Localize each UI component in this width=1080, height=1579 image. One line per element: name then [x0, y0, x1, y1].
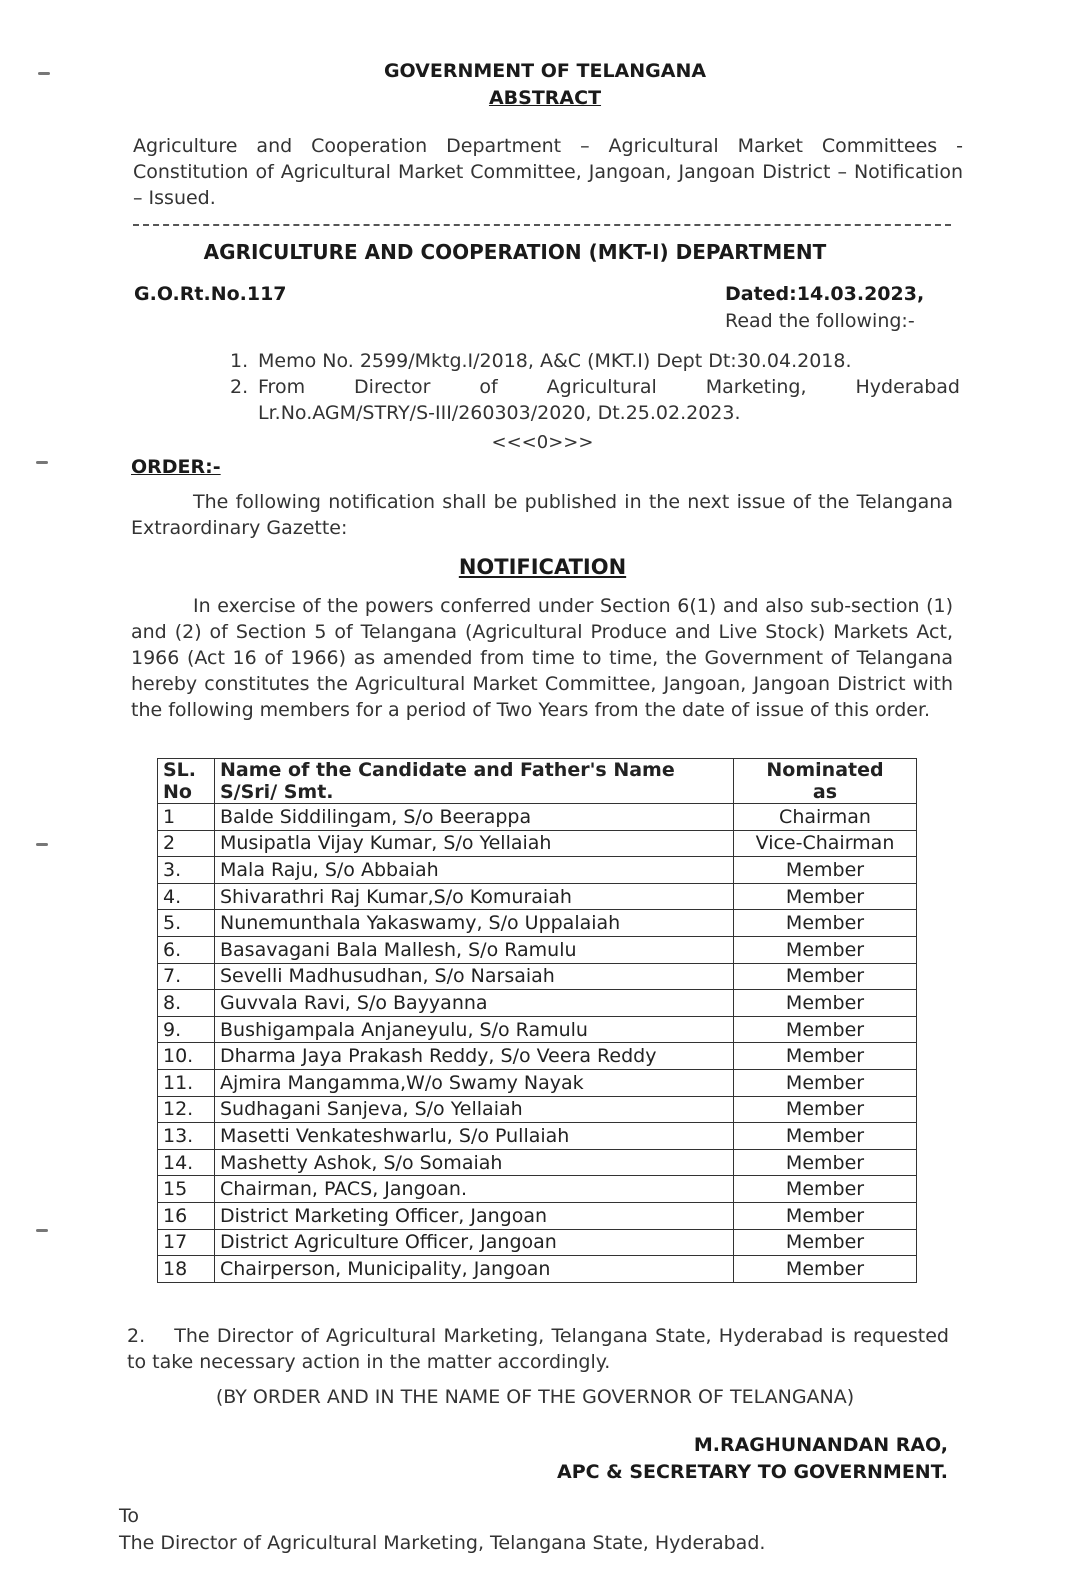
reference-item: 1. Memo No. 2599/Mktg.I/2018, A&C (MKT.I) Dept Dt:30.04.2018.: [230, 350, 852, 372]
go-number: G.O.Rt.No.117: [134, 283, 287, 305]
notification-text: In exercise of the powers conferred under Section 6(1) and also sub-section (1) and (2) of Section 5 of Telangana (Agricultural Produce and Live Stock) Markets Act, 1966 (Act 16 of 1966) as amended from time to time, the Government of Telangana hereby constitutes the Agricultural Market Committee, Jangoan, Jangoan District with the following members for a period of Two Years from the date of issue of this order.: [131, 595, 953, 721]
name-cell: Mashetty Ashok, S/o Somaiah: [215, 1149, 734, 1176]
order-date: Dated:14.03.2023,: [725, 283, 925, 305]
name-cell: District Agriculture Officer, Jangoan: [215, 1229, 734, 1256]
sl-cell: 1: [158, 804, 215, 831]
nominated-cell: Member: [734, 1149, 917, 1176]
nominated-cell: Member: [734, 1256, 917, 1283]
name-cell: Dharma Jaya Prakash Reddy, S/o Veera Reddy: [215, 1043, 734, 1070]
nominated-cell: Member: [734, 936, 917, 963]
name-cell: Musipatla Vijay Kumar, S/o Yellaiah: [215, 830, 734, 857]
table-header-row: [158, 759, 917, 804]
table-row: [158, 1069, 917, 1096]
table-row: [158, 1256, 917, 1283]
sl-cell: 12.: [158, 1096, 215, 1123]
recipient: The Director of Agricultural Marketing, Telangana State, Hyderabad.: [119, 1532, 766, 1554]
table-row: [158, 990, 917, 1017]
sl-cell: 8.: [158, 990, 215, 1017]
sl-cell: 9.: [158, 1016, 215, 1043]
table-row: [158, 936, 917, 963]
name-cell: Chairman, PACS, Jangoan.: [215, 1176, 734, 1203]
signature-block: [500, 1432, 948, 1486]
sl-cell: 17: [158, 1229, 215, 1256]
signatory-name: M.RAGHUNANDAN RAO,: [693, 1434, 948, 1456]
name-cell: Ajmira Mangamma,W/o Swamy Nayak: [215, 1069, 734, 1096]
name-cell: Sevelli Madhusudhan, S/o Narsaiah: [215, 963, 734, 990]
sl-header: SL. No: [158, 759, 215, 804]
table-row: [158, 1202, 917, 1229]
subject-text: Agriculture and Cooperation Department – Agricultural Market Committees - Constitution of Agricultural Market Committee, Jangoan, Jangoan District – Notification – Issued.: [133, 135, 963, 209]
abstract-heading: ABSTRACT: [488, 87, 602, 109]
sl-cell: 2: [158, 830, 215, 857]
name-cell: Masetti Venkateshwarlu, S/o Pullaiah: [215, 1123, 734, 1150]
department-heading: AGRICULTURE AND COOPERATION (MKT-I) DEPARTMENT: [203, 240, 827, 264]
name-cell: Bushigampala Anjaneyulu, S/o Ramulu: [215, 1016, 734, 1043]
members-table: [157, 758, 917, 1283]
nominated-cell: Member: [734, 963, 917, 990]
nominated-cell: Member: [734, 1229, 917, 1256]
signatory-designation: APC & SECRETARY TO GOVERNMENT.: [556, 1461, 948, 1483]
dashed-divider: [133, 224, 951, 226]
nominated-cell: Chairman: [734, 804, 917, 831]
name-cell: Mala Raju, S/o Abbaiah: [215, 857, 734, 884]
sl-cell: 16: [158, 1202, 215, 1229]
name-cell: Balde Siddilingam, S/o Beerappa: [215, 804, 734, 831]
sl-cell: 4.: [158, 883, 215, 910]
read-following: Read the following:-: [725, 310, 915, 332]
nominated-cell: Member: [734, 910, 917, 937]
section-separator: <<<0>>>: [491, 432, 594, 453]
to-block: [119, 1503, 765, 1557]
order-text: The following notification shall be published in the next issue of the Telangana Extraordinary Gazette:: [131, 491, 953, 539]
scan-mark: [36, 461, 48, 464]
table-row: [158, 830, 917, 857]
nominated-cell: Member: [734, 1202, 917, 1229]
name-cell: Shivarathri Raj Kumar,S/o Komuraiah: [215, 883, 734, 910]
table-row: [158, 1229, 917, 1256]
scan-mark: [36, 1229, 48, 1232]
name-header: Name of the Candidate and Father's Name S/Sri/ Smt.: [215, 759, 734, 804]
sl-cell: 18: [158, 1256, 215, 1283]
name-cell: District Marketing Officer, Jangoan: [215, 1202, 734, 1229]
table-row: [158, 1176, 917, 1203]
nominated-cell: Member: [734, 1043, 917, 1070]
nominated-cell: Vice-Chairman: [734, 830, 917, 857]
name-cell: Sudhagani Sanjeva, S/o Yellaiah: [215, 1096, 734, 1123]
table-row: [158, 910, 917, 937]
reference-item: 2. From Director of Agricultural Marketing, Hyderabad: [230, 376, 960, 398]
sl-cell: 10.: [158, 1043, 215, 1070]
name-cell: Chairperson, Municipality, Jangoan: [215, 1256, 734, 1283]
nominated-cell: Member: [734, 1123, 917, 1150]
nominated-header: Nominated as: [734, 759, 917, 804]
government-title: GOVERNMENT OF TELANGANA: [383, 60, 707, 82]
table-row: [158, 1149, 917, 1176]
table-row: [158, 1123, 917, 1150]
to-label: To: [119, 1505, 140, 1527]
nominated-cell: Member: [734, 990, 917, 1017]
nominated-cell: Member: [734, 1096, 917, 1123]
name-cell: Guvvala Ravi, S/o Bayyanna: [215, 990, 734, 1017]
nominated-cell: Member: [734, 1176, 917, 1203]
sl-cell: 3.: [158, 857, 215, 884]
action-paragraph: 2. The Director of Agricultural Marketing, Telangana State, Hyderabad is requested to take necessary action in the matter accordingly.: [127, 1325, 949, 1373]
scan-mark: [36, 843, 48, 846]
sl-cell: 6.: [158, 936, 215, 963]
table-row: [158, 857, 917, 884]
references-list: [230, 348, 960, 426]
table-row: [158, 1016, 917, 1043]
sl-cell: 13.: [158, 1123, 215, 1150]
nominated-cell: Member: [734, 1069, 917, 1096]
table-row: [158, 883, 917, 910]
table-row: [158, 1043, 917, 1070]
name-cell: Basavagani Bala Mallesh, S/o Ramulu: [215, 936, 734, 963]
table-row: [158, 963, 917, 990]
by-order-line: (BY ORDER AND IN THE NAME OF THE GOVERNOR OF TELANGANA): [215, 1386, 855, 1408]
name-cell: Nunemunthala Yakaswamy, S/o Uppalaiah: [215, 910, 734, 937]
nominated-cell: Member: [734, 1016, 917, 1043]
notification-heading: NOTIFICATION: [458, 555, 627, 579]
order-heading: ORDER:-: [131, 456, 221, 478]
table-row: [158, 1096, 917, 1123]
table-row: [158, 804, 917, 831]
sl-cell: 14.: [158, 1149, 215, 1176]
nominated-cell: Member: [734, 883, 917, 910]
sl-cell: 15: [158, 1176, 215, 1203]
sl-cell: 11.: [158, 1069, 215, 1096]
sl-cell: 5.: [158, 910, 215, 937]
reference-continuation: Lr.No.AGM/STRY/S-III/260303/2020, Dt.25.02.2023.: [258, 402, 741, 424]
sl-cell: 7.: [158, 963, 215, 990]
nominated-cell: Member: [734, 857, 917, 884]
